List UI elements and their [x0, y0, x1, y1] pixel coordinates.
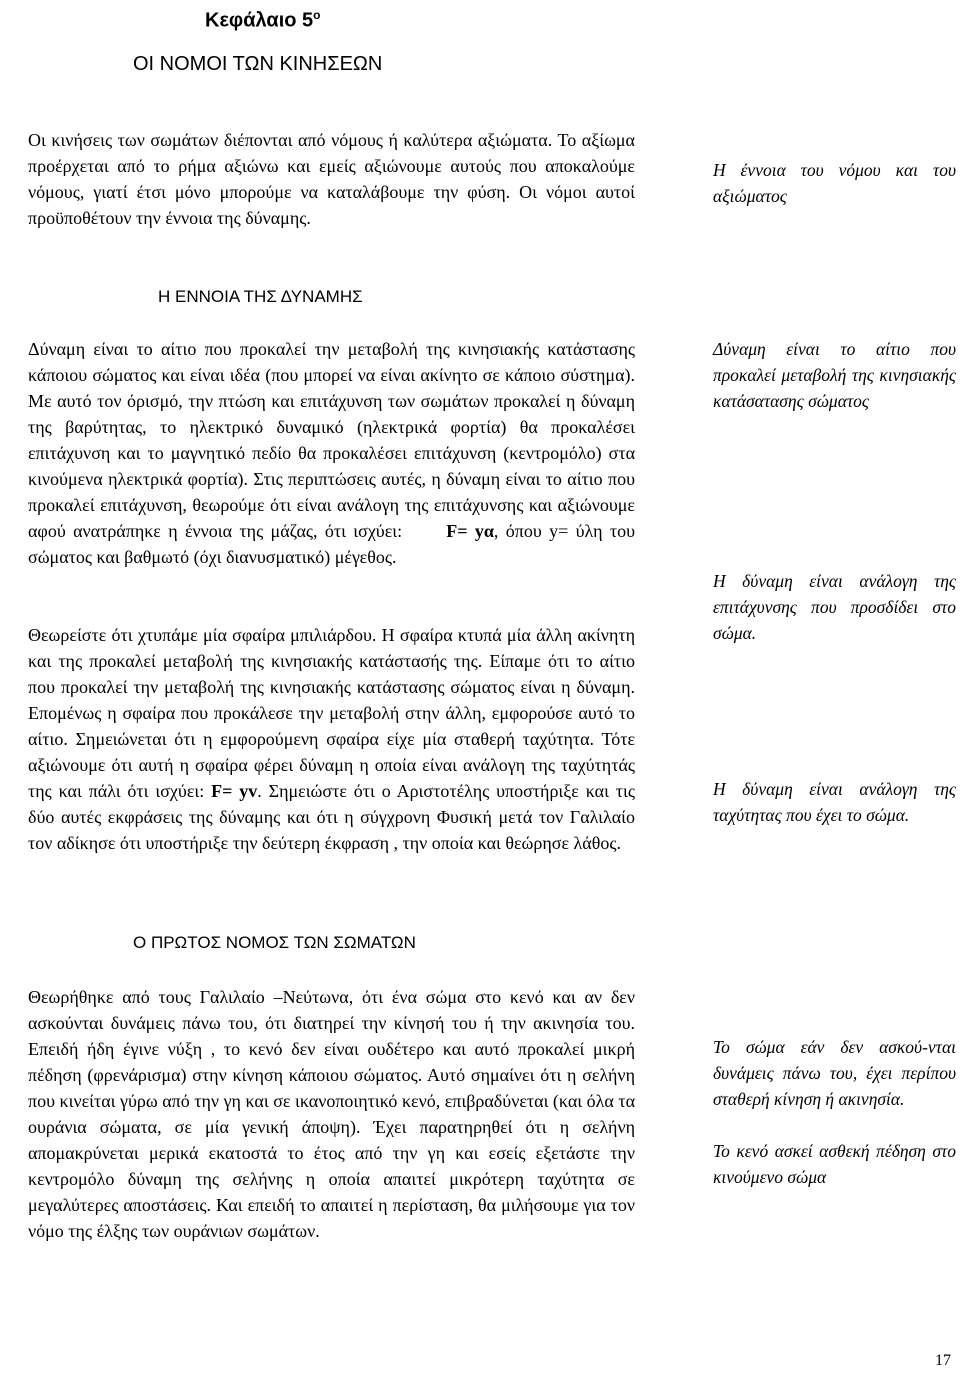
margin-note-force-acceleration: Η δύναμη είναι ανάλογη της επιτάχυνσης που προσδίδει στο σώμα. — [713, 571, 956, 643]
margin-note-force-definition: Δύναμη είναι το αίτιο που προκαλεί μεταβολή της κινησιακής κατάσατασης σώματος — [713, 339, 956, 411]
margin-note-force-velocity: Η δύναμη είναι ανάλογη της ταχύτητας που έχει το σώμα. — [713, 779, 956, 825]
formula-f-ya: F= yα — [446, 521, 494, 541]
formula-f-yv: F= yv — [211, 781, 258, 801]
margin-note-law-axiom: Η έννοια του νόμου και του αξιώματος — [713, 160, 956, 206]
force-paragraph-2 — [28, 622, 635, 856]
chapter-heading — [205, 2, 505, 34]
section-heading-first-law: Ο ΠΡΩΤΟΣ ΝΟΜΟΣ ΤΩΝ ΣΩΜΑΤΩΝ — [133, 933, 416, 952]
force-paragraph-1-text: Δύναμη είναι το αίτιο που προκαλεί την μεταβολή της κινησιακής κατάστασης κάποιου σώματος και είναι ιδέα (που μπορεί να είναι ακίνητο σε κάποιο σύστημα). Με αυτό τον όρισμό, την πτώση και επιτάχυνση των σωμάτων προκαλεί η δύναμη της βαρύτητας, το ηλεκτρικό δυναμικό (ηλεκτρικά φορτία) θα προκαλέσει επιτάχυνση και το μαγνητικό πεδίο θα προκαλέσει επιτάχυνση (κεντρομόλο) στα κινούμενα ηλεκτρικά φορτία). Στις περιπτώσεις αυτές, η δύναμη είναι το αίτιο που προκαλεί επιτάχυνση, θεωρούμε ότι είναι ανάλογη της επιτάχυνσης και αξιώνουμε αφού ανατράπηκε η έννοια της μάζας, ότι ισχύει: — [28, 339, 635, 541]
force-paragraph-1 — [28, 336, 635, 570]
force-paragraph-2-text: Θεωρείστε ότι χτυπάμε μία σφαίρα μπιλιάρδου. Η σφαίρα κτυπά μία άλλη ακίνητη και της προκαλεί μεταβολή της κινησιακής κατάστασής της. Είπαμε ότι το αίτιο που προκαλεί την μεταβολή της κινησιακής κατάστασης σώματος είναι η δύναμη. Επομένως η σφαίρα που προκάλεσε την μεταβολή στην άλλη, εμφορούσε αυτό το αίτιο. Σημειώνεται ότι η εμφορούμενη σφαίρα είχε μία σταθερή ταχύτητα. Τότε αξιώνουμε ότι αυτή η σφαίρα φέρει δύναμη η οποία είναι ανάλογη της ταχύτητάς της και πάλι ότι ισχύει: — [28, 625, 635, 801]
section-heading-force: Η ΕΝΝΟΙΑ ΤΗΣ ΔΥΝΑΜΗΣ — [158, 287, 363, 306]
page-number: 17 — [935, 1352, 951, 1369]
force-paragraph-2-end: . Σημειώστε ότι ο Αριστοτέλης υποστήριξε και τις δύο αυτές εκφράσεις της δύναμης και ότι η σύγχρονη Φυσική μετά τον Γαλιλαίο τον αδίκησε ότι υποστήριξε την δεύτερη έκφραση , την οποία και θεώρησε λάθος. — [28, 781, 635, 853]
margin-note-inertia: Το σώμα εάν δεν ασκού-νται δυνάμεις πάνω του, έχει περίπου σταθερή κίνηση ή ακινησία. — [713, 1037, 956, 1109]
chapter-ordinal-sup: ο — [313, 8, 321, 22]
force-paragraph-1-end: , όπου y= ύλη του σώματος και βαθμωτό (όχι διανυσματικό) μέγεθος. — [28, 521, 635, 567]
first-law-paragraph: Θεωρήθηκε από τους Γαλιλαίο –Νεύτωνα, ότι ένα σώμα στο κενό και αν δεν ασκούνται δυνάμεις πάνω του, ότι διατηρεί την κίνησή του ή την ακινησία του. Επειδή ήδη έγινε νύξη , το κενό δεν είναι ουδέτερο και αυτό προκαλεί μικρή πέδηση (φρενάρισμα) στην κίνηση κάποιου σώματος. Αυτό σημαίνει ότι η σελήνη που κινείται γύρω από την γη και σε ικανοποιητικό κενό, επιβραδύνεται (και όλα τα ουράνια σώματα, σε μία γενική άποψη). Έχει παρατηρηθεί ότι η σελήνη απομακρύνεται μερικά εκατοστά το έτος από την γη και εσείς εξετάστε την κεντρομόλο δύναμη της σελήνης η οποία απαιτεί μικρότερη ταχύτητα σε μεγαλύτερες αποστάσεις. Και επειδή το απαιτεί η περίσταση, θα μιλήσουμε για τον νόμο της έλξης των ουράνιων σωμάτων. — [28, 987, 635, 1241]
chapter-label: Κεφάλαιο 5 — [205, 9, 314, 32]
page-title: ΟΙ ΝΟΜΟΙ ΤΩΝ ΚΙΝΗΣΕΩΝ — [133, 53, 383, 75]
margin-note-vacuum-braking: Το κενό ασκεί ασθεκή πέδηση στο κινούμενο σώμα — [713, 1141, 956, 1187]
intro-paragraph: Οι κινήσεις των σωμάτων διέπονται από νόμους ή καλύτερα αξιώματα. Το αξίωμα προέρχεται από το ρήμα αξιώνω και εμείς αξιώνουμε αυτούς που αποκαλούμε νόμους, γιατί έτσι μόνο μπορούμε να καταλάβουμε την φύση. Οι νόμοι αυτοί προϋποθέτουν την έννοια της δύναμης. — [28, 130, 635, 228]
